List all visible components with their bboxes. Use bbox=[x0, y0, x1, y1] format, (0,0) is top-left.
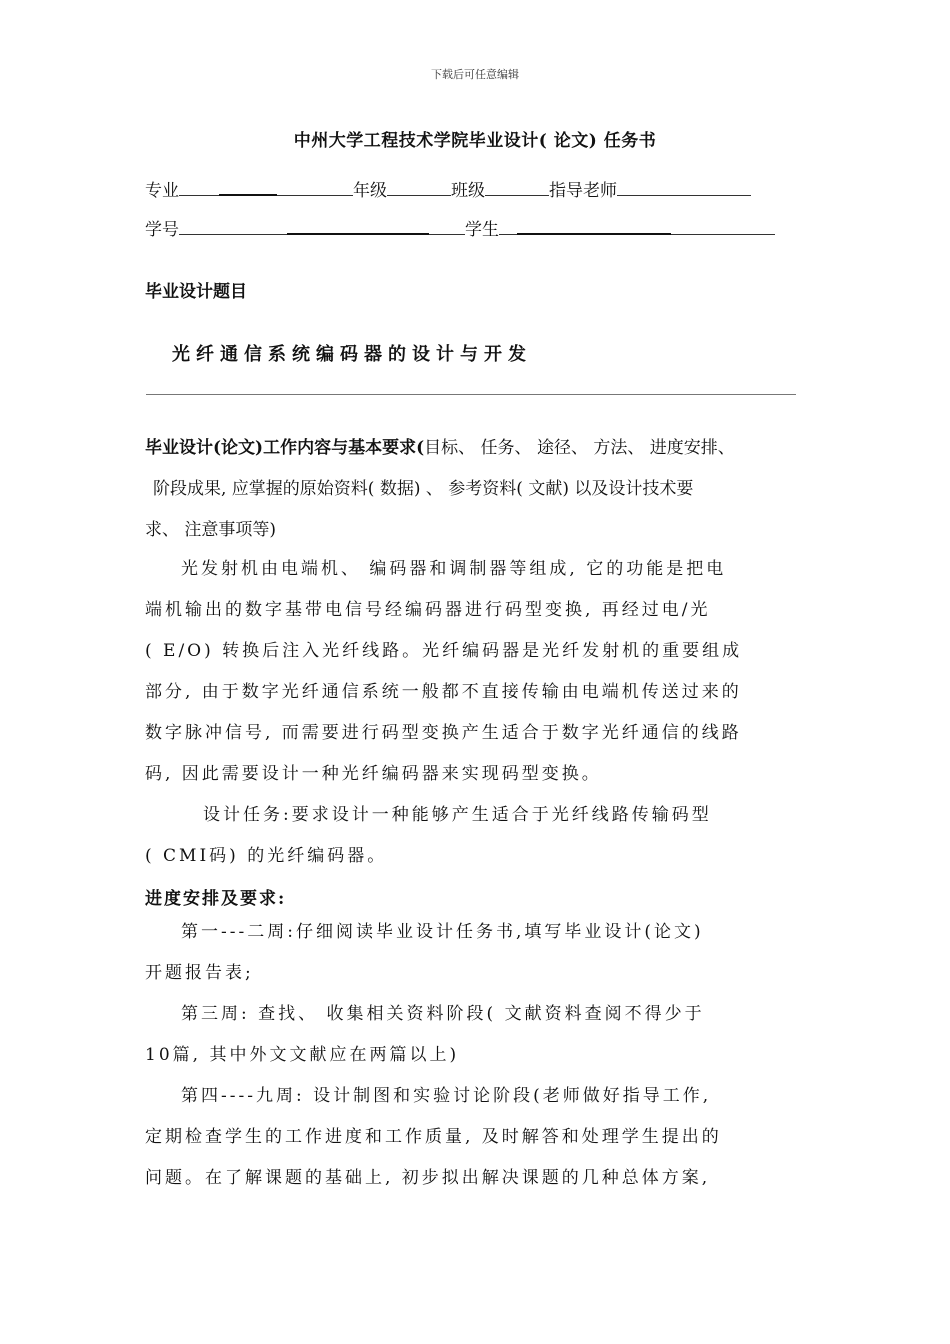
content-paragraph-2 bbox=[145, 795, 810, 877]
content-heading bbox=[145, 428, 810, 551]
schedule-line: 开题报告表; bbox=[145, 963, 254, 983]
content-heading-bold: 毕业设计(论文)工作内容与基本要求( bbox=[145, 438, 425, 458]
major-label: 专业 bbox=[145, 181, 179, 201]
document-title: 中州大学工程技术学院毕业设计( 论文) 任务书 bbox=[293, 131, 657, 151]
info-row-1 bbox=[145, 176, 751, 201]
grade-label: 年级 bbox=[353, 181, 387, 201]
student-blank-2[interactable] bbox=[517, 218, 671, 235]
student-id-blank-2[interactable] bbox=[287, 218, 429, 235]
content-heading-line2: 阶段成果, 应掌握的原始资料( 数据) 、 参考资料( 文献) 以及设计技术要 bbox=[153, 479, 694, 499]
paragraph-line: 设计任务:要求设计一种能够产生适合于光纤线路传输码型 bbox=[203, 805, 712, 825]
schedule-line: 10篇, 其中外文文献应在两篇以上) bbox=[145, 1045, 460, 1065]
paragraph-line: 端机输出的数字基带电信号经编码器进行码型变换, 再经过电/光 bbox=[145, 600, 711, 620]
major-blank-2[interactable] bbox=[219, 179, 277, 196]
schedule-line: 第四----九周: 设计制图和实验讨论阶段(老师做好指导工作, bbox=[181, 1086, 712, 1106]
student-id-blank-3[interactable] bbox=[429, 219, 465, 235]
advisor-label: 指导老师 bbox=[549, 181, 617, 201]
advisor-blank[interactable] bbox=[617, 180, 751, 196]
student-id-label: 学号 bbox=[145, 220, 179, 240]
student-blank-3[interactable] bbox=[671, 219, 775, 235]
student-label: 学生 bbox=[465, 220, 499, 240]
schedule-line: 第三周: 查找、 收集相关资料阶段( 文献资料查阅不得少于 bbox=[181, 1004, 705, 1024]
content-paragraph-1 bbox=[145, 549, 810, 795]
content-heading-line1: 目标、 任务、 途径、 方法、 进度安排、 bbox=[424, 438, 735, 458]
paragraph-line: ( E/O) 转换后注入光纤线路。光纤编码器是光纤发射机的重要组成 bbox=[145, 641, 743, 661]
schedule-list bbox=[145, 912, 810, 1199]
major-blank-1[interactable] bbox=[179, 180, 219, 196]
major-blank-3[interactable] bbox=[277, 180, 353, 196]
paragraph-line: ( CMI码) 的光纤编码器。 bbox=[145, 846, 388, 866]
student-blank-1[interactable] bbox=[499, 219, 517, 235]
grade-blank[interactable] bbox=[387, 180, 451, 196]
student-id-blank-1[interactable] bbox=[179, 219, 287, 235]
content-heading-line3: 求、 注意事项等) bbox=[145, 520, 277, 540]
schedule-line: 问题。在了解课题的基础上, 初步拟出解决课题的几种总体方案, bbox=[145, 1168, 711, 1188]
page-header-note: 下载后可任意编辑 bbox=[431, 68, 519, 81]
class-blank[interactable] bbox=[485, 180, 549, 196]
schedule-line: 定期检查学生的工作进度和工作质量, 及时解答和处理学生提出的 bbox=[145, 1127, 722, 1147]
paragraph-line: 数字脉冲信号, 而需要进行码型变换产生适合于数字光纤通信的线路 bbox=[145, 723, 742, 743]
topic-divider bbox=[146, 394, 796, 395]
paragraph-line: 码, 因此需要设计一种光纤编码器来实现码型变换。 bbox=[145, 764, 602, 784]
topic-title: 光纤通信系统编码器的设计与开发 bbox=[172, 344, 532, 365]
paragraph-line: 部分, 由于数字光纤通信系统一般都不直接传输由电端机传送过来的 bbox=[145, 682, 742, 702]
class-label: 班级 bbox=[451, 181, 485, 201]
paragraph-line: 光发射机由电端机、 编码器和调制器等组成, 它的功能是把电 bbox=[181, 559, 727, 579]
schedule-line: 第一---二周:仔细阅读毕业设计任务书,填写毕业设计(论文) bbox=[181, 922, 704, 942]
info-row-2 bbox=[145, 215, 775, 240]
schedule-heading: 进度安排及要求: bbox=[145, 889, 287, 909]
topic-heading: 毕业设计题目 bbox=[145, 282, 247, 302]
